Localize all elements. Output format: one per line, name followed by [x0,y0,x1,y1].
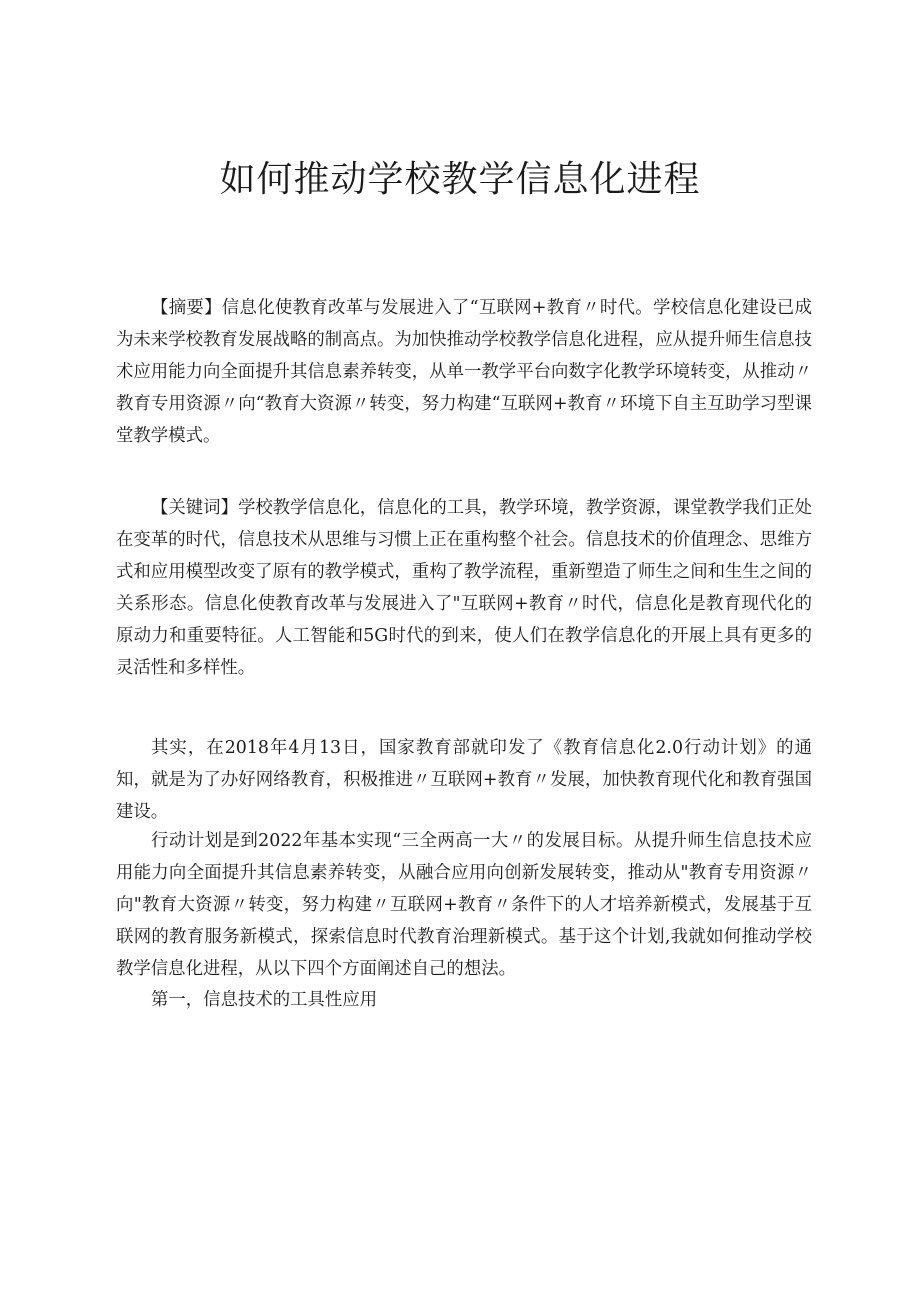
section-heading: 第一，信息技术的工具性应用 [151,990,378,1010]
document-title: 如何推动学校教学信息化进程 [219,159,701,200]
body-paragraph: 其实，在2018年4月13日，国家教育部就印发了《教育信息化2.0行动计划》的通知，就是为了办好网络教育，积极推进〃互联网+教育〃发展，加快教育现代化和教育强国建设。 [116,738,812,822]
body-paragraph: 行动计划是到2022年基本实现“三全两高一大〃的发展目标。从提升师生信息技术应用能力向全面提升其信息素养转变，从融合应用向创新发展转变，推动从"教育专用资源〃向"教育大资源〃转变，努力构建〃互联网+教育〃条件下的人才培养新模式，发展基于互联网的教育服务新模式，探索信息时代教育治理新模式。基于这个计划,我就如何推动学校教学信息化进程，从以下四个方面阐述自己的想法。 [116,831,812,979]
abstract-paragraph: 【摘要】信息化使教育改革与发展进入了“互联网+教育〃时代。学校信息化建设已成为未来学校教育发展战略的制高点。为加快推动学校教学信息化进程，应从提升师生信息技术应用能力向全面提升其信息素养转变，从单一教学平台向数字化教学环境转变，从推动〃教育专用资源〃向“教育大资源〃转变，努力构建“互联网+教育〃环境下自主互助学习型课堂教学模式。 [116,298,812,446]
keywords-paragraph: 【关键词】学校教学信息化，信息化的工具，教学环境，教学资源，课堂教学我们正处在变革的时代，信息技术从思维与习惯上正在重构整个社会。信息技术的价值理念、思维方式和应用模型改变了原有的教学模式，重构了教学流程，重新塑造了师生之间和生生之间的关系形态。信息化使教育改革与发展进入了"互联网+教育〃时代，信息化是教育现代化的原动力和重要特征。人工智能和5G时代的到来，使人们在教学信息化的开展上具有更多的灵活性和多样性。 [116,498,812,678]
